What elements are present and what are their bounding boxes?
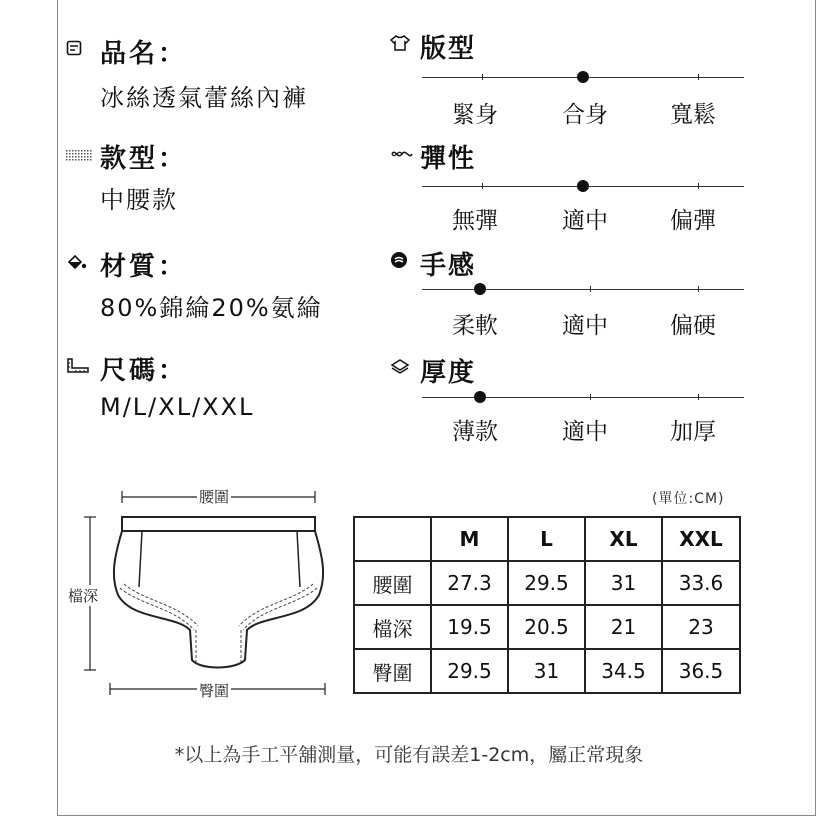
table-row	[354, 561, 740, 605]
table-cell: 檔深	[354, 605, 431, 649]
table-cell: 36.5	[662, 649, 740, 693]
table-cell: 臀圍	[354, 649, 431, 693]
table-header-cell: M	[431, 517, 508, 561]
ruler-icon	[66, 358, 90, 374]
spec-value-name: 冰絲透氣蕾絲內褲	[100, 84, 308, 112]
spec-label-size: 尺碼：	[100, 356, 188, 386]
table-header-cell: L	[508, 517, 585, 561]
unit-label: (單位:CM)	[652, 491, 725, 507]
table-row	[354, 649, 740, 693]
underwear-diagram	[60, 480, 350, 710]
scale-marker-thickness	[474, 391, 486, 403]
spec-label-material: 材質：	[100, 252, 188, 282]
scale-marker-fit	[577, 71, 589, 83]
table-cell: 33.6	[662, 561, 740, 605]
table-cell: 腰圍	[354, 561, 431, 605]
spec-value-material: 80%錦綸20%氨綸	[100, 294, 323, 322]
table-header-cell: XL	[585, 517, 662, 561]
table-cell: 31	[508, 649, 585, 693]
scale-option: 適中	[562, 419, 608, 445]
spec-value-style: 中腰款	[100, 186, 178, 214]
hip-dimension-label: 臀圍	[199, 682, 230, 700]
table-cell: 21	[585, 605, 662, 649]
spec-label-name: 品名：	[100, 39, 188, 69]
table-cell: 34.5	[585, 649, 662, 693]
scale-line-thickness	[422, 397, 744, 398]
table-row	[354, 605, 740, 649]
table-cell: 29.5	[508, 561, 585, 605]
scale-title-fit: 版型	[420, 34, 477, 64]
table-cell: 29.5	[431, 649, 508, 693]
scale-marker-elasticity	[577, 180, 589, 192]
scale-option: 偏彈	[670, 208, 716, 234]
scale-option: 適中	[562, 313, 608, 339]
size-table	[353, 516, 741, 694]
scale-title-thickness: 厚度	[420, 358, 477, 388]
scale-option: 緊身	[452, 102, 498, 128]
table-cell: 19.5	[431, 605, 508, 649]
scale-option: 寬鬆	[670, 102, 716, 128]
scale-line-feel	[422, 289, 744, 290]
scale-option: 薄款	[452, 419, 498, 445]
shirt-icon	[390, 34, 410, 52]
waist-dimension-label: 腰圍	[199, 488, 230, 506]
stretch-icon	[390, 145, 414, 163]
scale-option: 無彈	[452, 208, 498, 234]
scale-title-elasticity: 彈性	[420, 144, 477, 174]
spec-label-style: 款型：	[100, 144, 188, 174]
paint-bucket-icon	[66, 254, 88, 270]
scale-line-elasticity	[422, 186, 744, 187]
rise-dimension-label: 檔深	[68, 587, 99, 605]
scale-title-feel: 手感	[420, 251, 477, 281]
table-header-row	[354, 517, 740, 561]
pattern-icon	[66, 147, 92, 163]
measurement-note: *以上為手工平舖測量，可能有誤差1-2cm，屬正常現象	[174, 744, 644, 766]
feel-icon	[390, 251, 410, 269]
table-header-cell: XXL	[662, 517, 740, 561]
layers-icon	[390, 358, 410, 376]
scale-option: 加厚	[670, 419, 716, 445]
scale-option: 柔軟	[452, 313, 498, 339]
scale-marker-feel	[474, 283, 486, 295]
table-cell: 20.5	[508, 605, 585, 649]
table-header-cell	[354, 517, 431, 561]
table-cell: 31	[585, 561, 662, 605]
scale-option: 適中	[562, 208, 608, 234]
scale-option: 合身	[562, 102, 608, 128]
table-cell: 23	[662, 605, 740, 649]
tag-icon	[66, 40, 82, 56]
scale-option: 偏硬	[670, 313, 716, 339]
table-cell: 27.3	[431, 561, 508, 605]
scale-line-fit	[422, 77, 744, 78]
spec-value-size: M/L/XL/XXL	[100, 393, 255, 421]
